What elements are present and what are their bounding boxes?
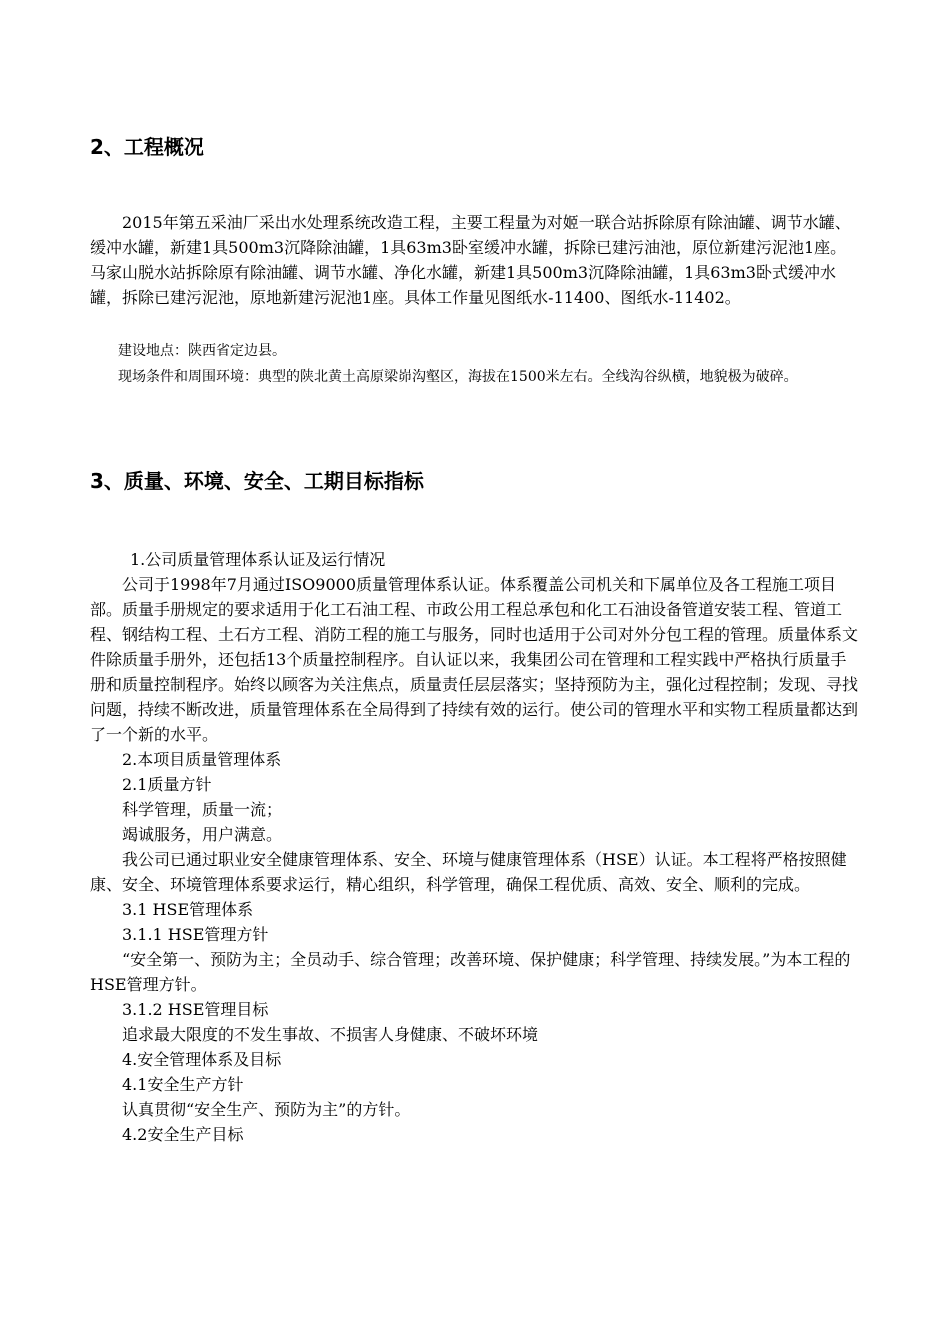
section-3-body: [90, 547, 862, 1147]
quality-policy-title: 2.1质量方针: [122, 775, 212, 794]
project-overview-paragraph: 2015年第五采油厂采出水处理系统改造工程，主要工程量为对姬一联合站拆除原有除油罐、调节水罐、缓冲水罐，新建1具500m3沉降除油罐，1具63m3卧室缓冲水罐，拆除已建污油池，原位新建污泥池1座。马家山脱水站拆除原有除油罐、调节水罐、净化水罐，新建1具500m3沉降除油罐，1具63m3卧式缓冲水罐，拆除已建污泥池，原地新建污泥池1座。具体工作量见图纸水-11400、图纸水-11402。: [90, 213, 851, 307]
hse-policy-title: 3.1.1 HSE管理方针: [122, 925, 269, 944]
section-2-heading: 2、工程概况: [90, 135, 204, 159]
site-conditions: 现场条件和周围环境：典型的陕北黄土高原梁峁沟壑区，海拔在1500米左右。全线沟谷纵横，地貌极为破碎。: [118, 369, 798, 385]
quality-policy-line-2: 竭诚服务，用户满意。: [122, 825, 283, 844]
construction-location: 建设地点：陕西省定边县。: [118, 343, 286, 359]
section-2-details: [90, 338, 862, 390]
hse-goal-title: 3.1.2 HSE管理目标: [122, 1000, 269, 1019]
project-quality-system-title: 2.本项目质量管理体系: [122, 750, 282, 769]
safety-system-title: 4.安全管理体系及目标: [122, 1050, 282, 1069]
hse-certification-paragraph: 我公司已通过职业安全健康管理体系、安全、环境与健康管理体系（HSE）认证。本工程将严格按照健康、安全、环境管理体系要求运行，精心组织，科学管理，确保工程优质、高效、安全、顺利的完成。: [90, 850, 847, 894]
hse-goal-paragraph: 追求最大限度的不发生事故、不损害人身健康、不破坏环境: [122, 1025, 539, 1044]
section-3-heading: 3、质量、环境、安全、工期目标指标: [90, 469, 424, 493]
hse-policy-paragraph: “安全第一、预防为主；全员动手、综合管理；改善环境、保护健康；科学管理、持续发展。”为本工程的HSE管理方针。: [90, 950, 851, 994]
safety-goal-title: 4.2安全生产目标: [122, 1125, 244, 1144]
hse-system-title: 3.1 HSE管理体系: [122, 900, 254, 919]
safety-policy-paragraph: 认真贯彻“安全生产、预防为主”的方针。: [122, 1100, 411, 1119]
quality-system-paragraph: 公司于1998年7月通过ISO9000质量管理体系认证。体系覆盖公司机关和下属单位及各工程施工项目部。质量手册规定的要求适用于化工石油工程、市政公用工程总承包和化工石油设备管道安装工程、管道工程、钢结构工程、土石方工程、消防工程的施工与服务，同时也适用于公司对外分包工程的管理。质量体系文件除质量手册外，还包括13个质量控制程序。自认证以来，我集团公司在管理和工程实践中严格执行质量手册和质量控制程序。始终以顾客为关注焦点，质量责任层层落实；坚持预防为主，强化过程控制；发现、寻找问题，持续不断改进，质量管理体系在全局得到了持续有效的运行。使公司的管理水平和实物工程质量都达到了一个新的水平。: [90, 575, 859, 744]
quality-policy-line-1: 科学管理，质量一流；: [122, 800, 283, 819]
section-2-body: [90, 210, 862, 310]
safety-policy-title: 4.1安全生产方针: [122, 1075, 244, 1094]
quality-system-title: 1.公司质量管理体系认证及运行情况: [130, 550, 386, 569]
